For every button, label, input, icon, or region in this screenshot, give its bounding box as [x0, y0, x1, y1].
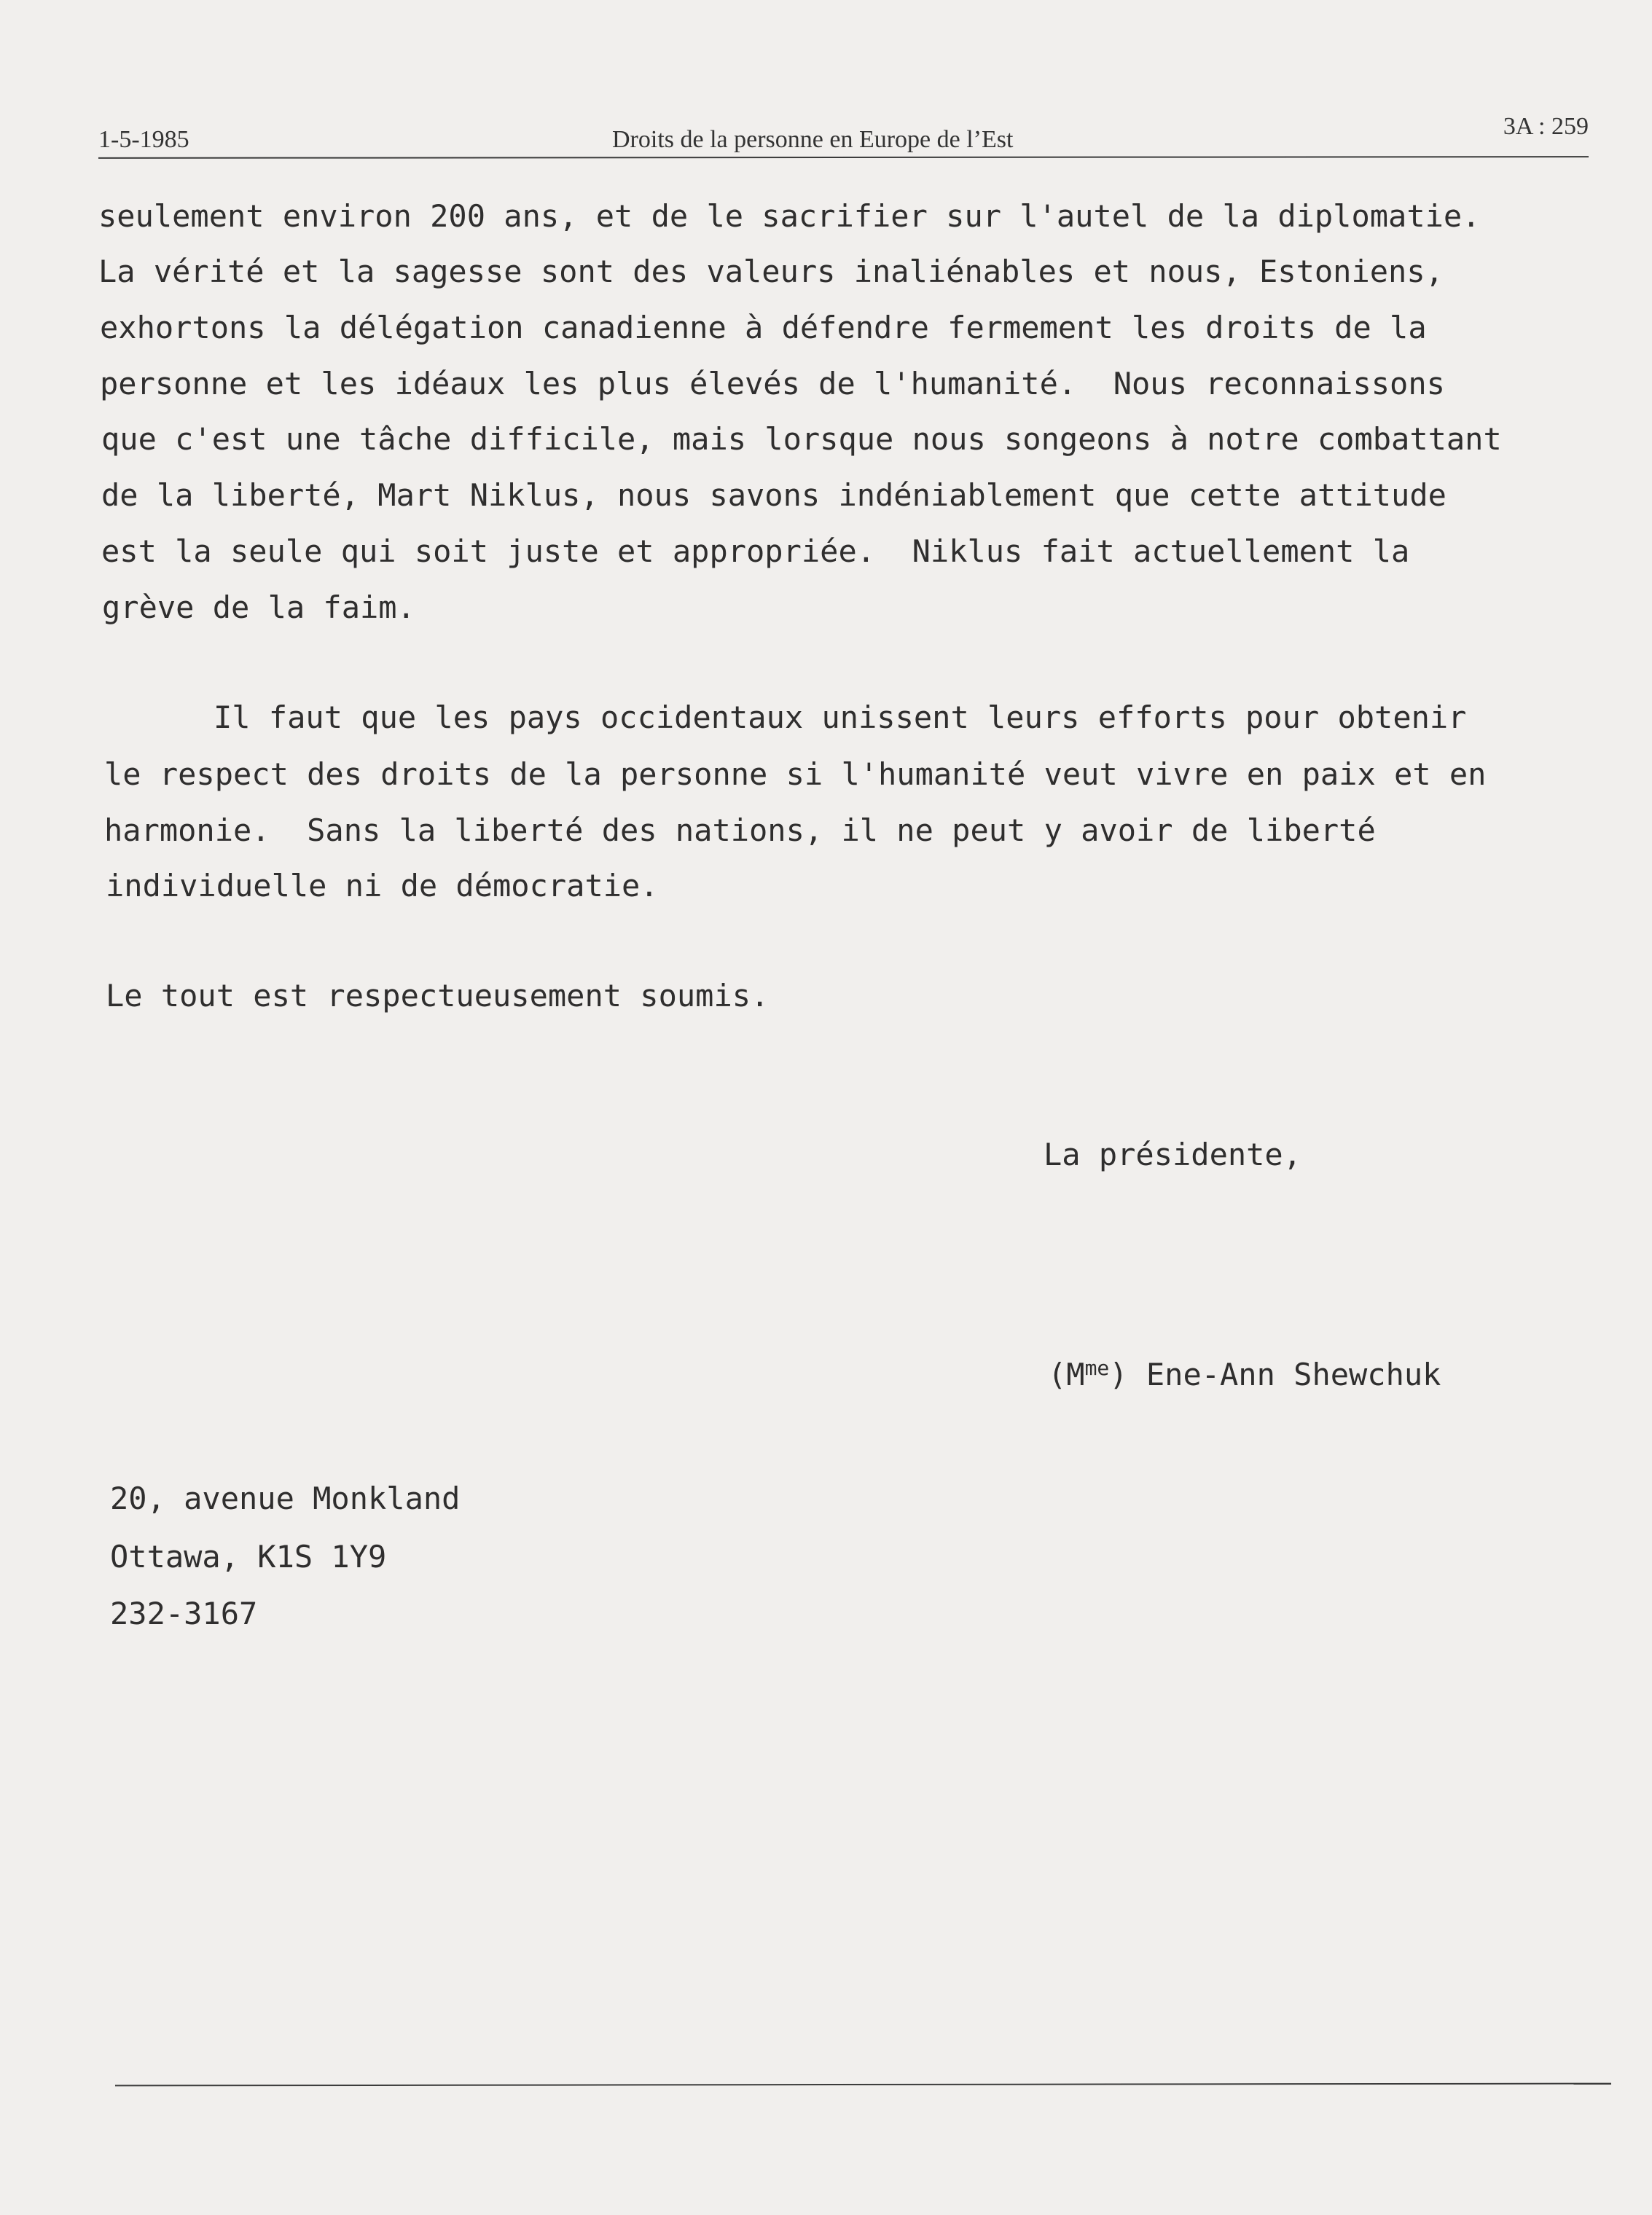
paragraph-2-line: individuelle ni de démocratie.	[106, 868, 659, 903]
footer-rule	[115, 2083, 1611, 2087]
header-date: 1-5-1985	[98, 126, 189, 153]
paragraph-1-line: seulement environ 200 ans, et de le sacrifier sur l'autel de la diplomatie.	[98, 198, 1481, 234]
paragraph-1-line: exhortons la délégation canadienne à défendre fermement les droits de la	[100, 310, 1427, 345]
address-block	[0, 1071, 461, 1631]
signature-prefix: (M	[1048, 1357, 1085, 1392]
paragraph-1-line: de la liberté, Mart Niklus, nous savons indéniablement que cette attitude	[101, 477, 1447, 513]
paragraph-1-line: que c'est une tâche difficile, mais lorsque nous songeons à notre combattant	[101, 421, 1502, 457]
header-title: Droits de la personne en Europe de l’Est	[612, 126, 1014, 153]
signature-name	[1048, 1357, 1441, 1392]
paragraph-2-line: harmonie. Sans la liberté des nations, il ne peut y avoir de liberté	[104, 812, 1376, 848]
paragraph-1-line: La vérité et la sagesse sont des valeurs inaliénables et nous, Estoniens,	[98, 254, 1444, 289]
closing-line: Le tout est respectueusement soumis.	[106, 978, 770, 1014]
address-phone: 232-3167	[110, 1596, 258, 1631]
page-header	[98, 113, 1589, 155]
address-city: Ottawa, K1S 1Y9	[110, 1539, 387, 1575]
signature-prefix-superscript: me	[1084, 1356, 1110, 1380]
paragraph-2-line: Il faut que les pays occidentaux unissent leurs efforts pour obtenir	[214, 699, 1467, 735]
header-page-number: 3A : 259	[1503, 113, 1589, 140]
address-street: 20, avenue Monkland	[110, 1481, 461, 1516]
signature-role: La présidente,	[1044, 1137, 1302, 1172]
header-rule	[98, 156, 1589, 159]
paragraph-1-line: est la seule qui soit juste et appropriée. Niklus fait actuellement la	[101, 533, 1410, 569]
signature-name-text: ) Ene-Ann Shewchuk	[1109, 1357, 1441, 1392]
paragraph-2-line: le respect des droits de la personne si l'humanité veut vivre en paix et en	[104, 756, 1487, 792]
paragraph-1-line: grève de la faim.	[102, 589, 415, 625]
paragraph-1-line: personne et les idéaux les plus élevés de l'humanité. Nous reconnaissons	[100, 366, 1445, 401]
